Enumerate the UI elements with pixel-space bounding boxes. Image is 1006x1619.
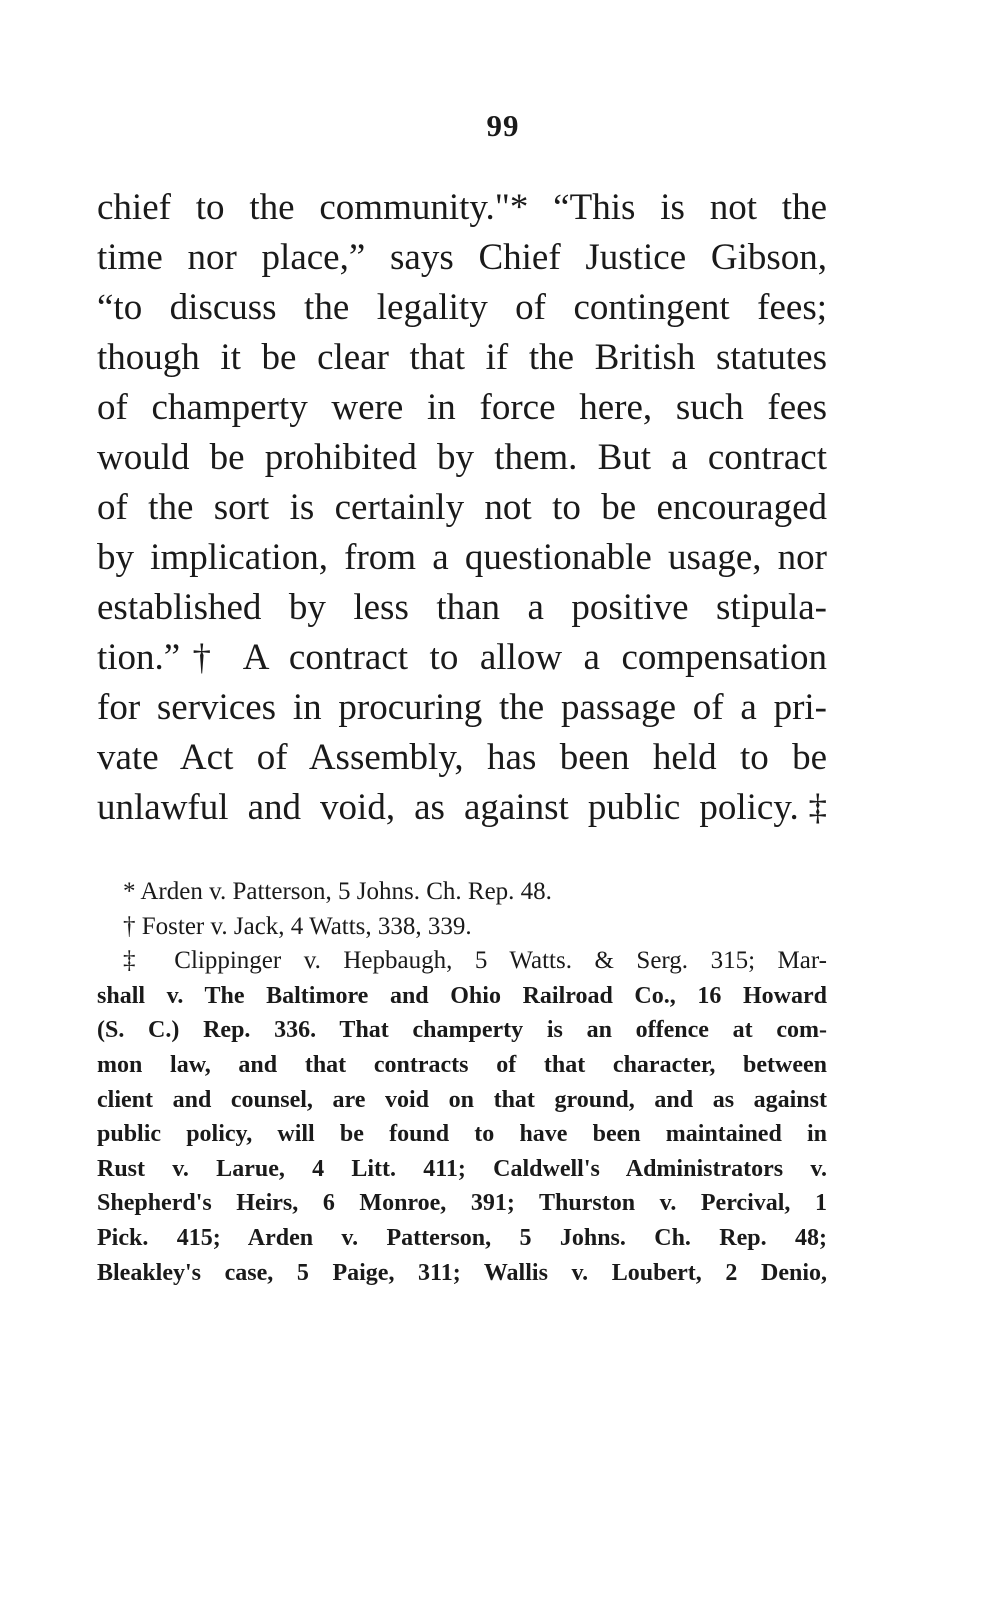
body-line: of the sort is certainly not to be encouraged (97, 487, 827, 528)
body-line: by implication, from a questionable usage, nor (97, 537, 827, 578)
body-line: established by less than a positive stipula- (97, 587, 827, 628)
body-text (97, 183, 827, 833)
body-line: would be prohibited by them. But a contract (97, 437, 827, 478)
body-line: tion.”† A contract to allow a compensation (97, 637, 827, 678)
body-line: though it be clear that if the British statutes (97, 337, 827, 378)
page-number: 99 (486, 108, 520, 143)
footnote-double-dagger-line: ‡ Clippinger v. Hepbaugh, 5 Watts. & Serg. 315; Mar- (123, 947, 827, 975)
footnote-double-dagger-line: (S. C.) Rep. 336. That champerty is an offence at com- (97, 1017, 827, 1044)
footnote-star: * Arden v. Patterson, 5 Johns. Ch. Rep. 48. (123, 878, 552, 905)
footnotes (97, 875, 827, 1290)
body-line: chief to the community."* “This is not the (97, 187, 827, 228)
footnote-double-dagger-line: public policy, will be found to have been maintained in (97, 1121, 827, 1148)
footnote-dagger: † Foster v. Jack, 4 Watts, 338, 339. (123, 912, 472, 940)
body-line: “to discuss the legality of contingent fees; (97, 287, 827, 328)
body-line: unlawful and void, as against public policy.‡ (97, 787, 827, 828)
footnote-double-dagger-line: client and counsel, are void on that ground, and as against (97, 1086, 827, 1113)
body-line: for services in procuring the passage of a pri- (97, 687, 827, 728)
footnote-double-dagger-line: shall v. The Baltimore and Ohio Railroad Co., 16 Howard (97, 982, 827, 1009)
footnote-double-dagger-line: Rust v. Larue, 4 Litt. 411; Caldwell's Administrators v. (97, 1155, 827, 1182)
body-line: vate Act of Assembly, has been held to be (97, 737, 827, 778)
footnote-double-dagger-line: Bleakley's case, 5 Paige, 311; Wallis v. Loubert, 2 Denio, (97, 1259, 827, 1286)
footnote-double-dagger-line: Pick. 415; Arden v. Patterson, 5 Johns. Ch. Rep. 48; (97, 1224, 827, 1251)
footnote-double-dagger-line: mon law, and that contracts of that character, between (97, 1051, 827, 1078)
body-line: time nor place,” says Chief Justice Gibson, (97, 237, 827, 278)
footnote-double-dagger-line: Shepherd's Heirs, 6 Monroe, 391; Thurston v. Percival, 1 (97, 1190, 827, 1217)
body-line: of champerty were in force here, such fees (97, 387, 827, 428)
